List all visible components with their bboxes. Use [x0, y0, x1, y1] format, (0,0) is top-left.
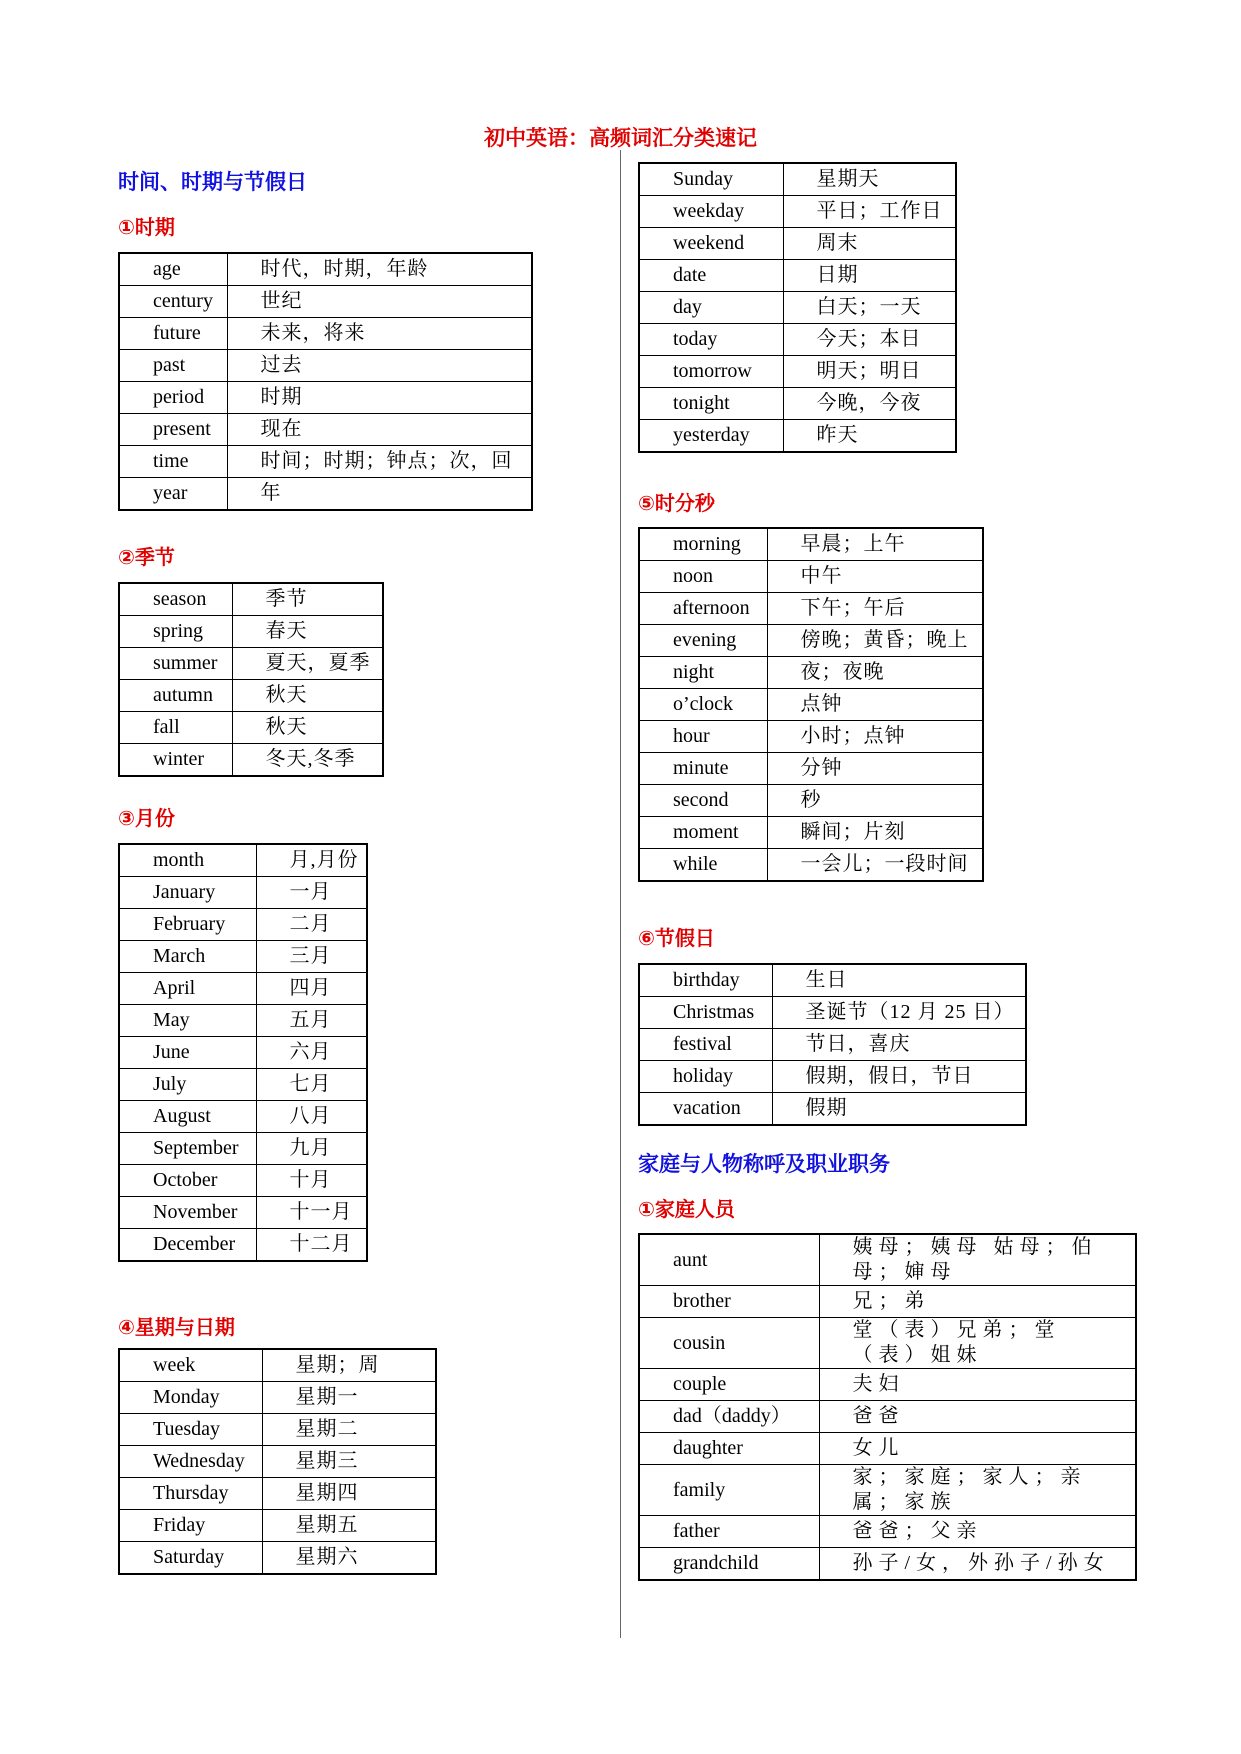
english-word: today [639, 324, 783, 356]
chinese-meaning: 未来，将来 [227, 318, 532, 350]
english-word: father [639, 1516, 819, 1548]
table-row [119, 844, 367, 877]
english-word: May [119, 1005, 256, 1037]
table-row [639, 753, 983, 785]
chinese-meaning: 爸爸；父亲 [819, 1516, 1136, 1548]
table-row [119, 478, 532, 511]
english-word: afternoon [639, 593, 767, 625]
table-months [118, 843, 368, 1262]
chinese-meaning: 昨天 [783, 420, 956, 453]
table-row [639, 997, 1026, 1029]
english-word: Saturday [119, 1542, 262, 1575]
table-row [119, 1005, 367, 1037]
english-word: tomorrow [639, 356, 783, 388]
table-row [119, 1069, 367, 1101]
table-row [119, 583, 383, 616]
table-weekdays-continued [638, 162, 957, 453]
chinese-meaning: 一月 [256, 877, 367, 909]
english-word: festival [639, 1029, 772, 1061]
english-word: tonight [639, 388, 783, 420]
english-word: century [119, 286, 227, 318]
chinese-meaning: 秒 [767, 785, 983, 817]
chinese-meaning: 六月 [256, 1037, 367, 1069]
english-word: future [119, 318, 227, 350]
english-word: hour [639, 721, 767, 753]
chinese-meaning: 堂（表）兄弟；堂（表）姐妹 [819, 1318, 1136, 1369]
chinese-meaning: 中午 [767, 561, 983, 593]
english-word: weekend [639, 228, 783, 260]
table-row [639, 292, 956, 324]
chinese-meaning: 点钟 [767, 689, 983, 721]
table-seasons [118, 582, 384, 777]
table-row [639, 163, 956, 196]
document-title: 初中英语：高频词汇分类速记 [484, 126, 757, 150]
chinese-meaning: 圣诞节（12 月 25 日） [772, 997, 1026, 1029]
table-row [119, 253, 532, 286]
subheading-periods: ①时期 [118, 215, 175, 239]
chinese-meaning: 二月 [256, 909, 367, 941]
english-word: November [119, 1197, 256, 1229]
table-row [119, 712, 383, 744]
table-row [119, 909, 367, 941]
table-row [639, 849, 983, 882]
english-word: Christmas [639, 997, 772, 1029]
table-row [639, 1029, 1026, 1061]
table-periods [118, 252, 533, 511]
english-word: time [119, 446, 227, 478]
table-row [119, 1478, 436, 1510]
english-word: daughter [639, 1433, 819, 1465]
chinese-meaning: 时期 [227, 382, 532, 414]
chinese-meaning: 秋天 [232, 712, 383, 744]
table-row [119, 1382, 436, 1414]
chinese-meaning: 下午；午后 [767, 593, 983, 625]
english-word: Tuesday [119, 1414, 262, 1446]
chinese-meaning: 平日；工作日 [783, 196, 956, 228]
table-row [639, 1433, 1136, 1465]
english-word: second [639, 785, 767, 817]
table-row [119, 877, 367, 909]
chinese-meaning: 早晨；上午 [767, 528, 983, 561]
table-row [119, 446, 532, 478]
section-heading-time: 时间、时期与节假日 [118, 170, 307, 194]
table-row [639, 1369, 1136, 1401]
english-word: weekday [639, 196, 783, 228]
chinese-meaning: 女儿 [819, 1433, 1136, 1465]
chinese-meaning: 现在 [227, 414, 532, 446]
table-row [119, 648, 383, 680]
table-row [639, 324, 956, 356]
english-word: February [119, 909, 256, 941]
chinese-meaning: 四月 [256, 973, 367, 1005]
table-row [119, 1133, 367, 1165]
english-word: evening [639, 625, 767, 657]
chinese-meaning: 节日，喜庆 [772, 1029, 1026, 1061]
english-word: Friday [119, 1510, 262, 1542]
table-row [119, 941, 367, 973]
table-row [119, 1101, 367, 1133]
english-word: family [639, 1465, 819, 1516]
table-row [639, 228, 956, 260]
chinese-meaning: 星期四 [262, 1478, 436, 1510]
english-word: winter [119, 744, 232, 777]
chinese-meaning: 瞬间；片刻 [767, 817, 983, 849]
english-word: spring [119, 616, 232, 648]
table-row [639, 196, 956, 228]
chinese-meaning: 十月 [256, 1165, 367, 1197]
english-word: moment [639, 817, 767, 849]
subheading-weekdays: ④星期与日期 [118, 1315, 235, 1339]
table-row [119, 1446, 436, 1478]
subheading-months: ③月份 [118, 806, 175, 830]
chinese-meaning: 生日 [772, 964, 1026, 997]
chinese-meaning: 夫妇 [819, 1369, 1136, 1401]
chinese-meaning: 星期五 [262, 1510, 436, 1542]
english-word: April [119, 973, 256, 1005]
chinese-meaning: 日期 [783, 260, 956, 292]
table-row [119, 1510, 436, 1542]
table-row [639, 260, 956, 292]
english-word: present [119, 414, 227, 446]
chinese-meaning: 家；家庭；家人；亲属；家族 [819, 1465, 1136, 1516]
english-word: aunt [639, 1234, 819, 1286]
subheading-seasons: ②季节 [118, 545, 175, 569]
table-row [119, 680, 383, 712]
english-word: couple [639, 1369, 819, 1401]
table-row [119, 1197, 367, 1229]
subheading-holidays: ⑥节假日 [638, 926, 715, 950]
table-row [119, 1349, 436, 1382]
english-word: holiday [639, 1061, 772, 1093]
chinese-meaning: 分钟 [767, 753, 983, 785]
table-row [119, 1165, 367, 1197]
table-row [119, 286, 532, 318]
english-word: fall [119, 712, 232, 744]
english-word: noon [639, 561, 767, 593]
table-row [639, 1061, 1026, 1093]
chinese-meaning: 月,月份 [256, 844, 367, 877]
table-row [119, 1037, 367, 1069]
chinese-meaning: 假期，假日，节日 [772, 1061, 1026, 1093]
english-word: Sunday [639, 163, 783, 196]
section-heading-family: 家庭与人物称呼及职业职务 [638, 1152, 890, 1176]
table-row [639, 1516, 1136, 1548]
table-row [119, 350, 532, 382]
chinese-meaning: 夜；夜晚 [767, 657, 983, 689]
chinese-meaning: 星期三 [262, 1446, 436, 1478]
chinese-meaning: 周末 [783, 228, 956, 260]
chinese-meaning: 今天；本日 [783, 324, 956, 356]
chinese-meaning: 星期六 [262, 1542, 436, 1575]
table-row [639, 817, 983, 849]
chinese-meaning: 春天 [232, 616, 383, 648]
english-word: month [119, 844, 256, 877]
chinese-meaning: 九月 [256, 1133, 367, 1165]
english-word: January [119, 877, 256, 909]
table-row [639, 356, 956, 388]
english-word: week [119, 1349, 262, 1382]
english-word: brother [639, 1286, 819, 1318]
table-row [639, 1093, 1026, 1126]
chinese-meaning: 年 [227, 478, 532, 511]
chinese-meaning: 星期二 [262, 1414, 436, 1446]
chinese-meaning: 明天；明日 [783, 356, 956, 388]
table-row [119, 382, 532, 414]
english-word: December [119, 1229, 256, 1262]
chinese-meaning: 姨母；姨母 姑母；伯母；婶母 [819, 1234, 1136, 1286]
table-row [119, 744, 383, 777]
chinese-meaning: 过去 [227, 350, 532, 382]
chinese-meaning: 时间；时期；钟点；次，回 [227, 446, 532, 478]
english-word: cousin [639, 1318, 819, 1369]
english-word: June [119, 1037, 256, 1069]
chinese-meaning: 十二月 [256, 1229, 367, 1262]
english-word: vacation [639, 1093, 772, 1126]
chinese-meaning: 假期 [772, 1093, 1026, 1126]
chinese-meaning: 星期一 [262, 1382, 436, 1414]
table-row [639, 1234, 1136, 1286]
english-word: August [119, 1101, 256, 1133]
english-word: season [119, 583, 232, 616]
chinese-meaning: 十一月 [256, 1197, 367, 1229]
chinese-meaning: 今晚，今夜 [783, 388, 956, 420]
table-row [639, 1318, 1136, 1369]
english-word: night [639, 657, 767, 689]
column-divider [620, 150, 621, 1638]
chinese-meaning: 孙子/女，外孙子/孙女 [819, 1548, 1136, 1581]
chinese-meaning: 七月 [256, 1069, 367, 1101]
english-word: Wednesday [119, 1446, 262, 1478]
english-word: date [639, 260, 783, 292]
english-word: summer [119, 648, 232, 680]
english-word: Monday [119, 1382, 262, 1414]
chinese-meaning: 冬天,冬季 [232, 744, 383, 777]
chinese-meaning: 一会儿；一段时间 [767, 849, 983, 882]
table-row [119, 414, 532, 446]
table-row [119, 1229, 367, 1262]
english-word: day [639, 292, 783, 324]
table-row [639, 1401, 1136, 1433]
subheading-family-members: ①家庭人员 [638, 1197, 735, 1221]
chinese-meaning: 傍晚；黄昏；晚上 [767, 625, 983, 657]
english-word: past [119, 350, 227, 382]
english-word: September [119, 1133, 256, 1165]
english-word: yesterday [639, 420, 783, 453]
subheading-hours: ⑤时分秒 [638, 491, 715, 515]
table-row [639, 689, 983, 721]
chinese-meaning: 八月 [256, 1101, 367, 1133]
table-row [639, 561, 983, 593]
table-hours [638, 527, 984, 882]
table-row [119, 973, 367, 1005]
english-word: period [119, 382, 227, 414]
english-word: minute [639, 753, 767, 785]
english-word: morning [639, 528, 767, 561]
table-row [639, 964, 1026, 997]
english-word: Thursday [119, 1478, 262, 1510]
english-word: autumn [119, 680, 232, 712]
chinese-meaning: 夏天，夏季 [232, 648, 383, 680]
table-row [639, 785, 983, 817]
chinese-meaning: 白天；一天 [783, 292, 956, 324]
table-row [639, 625, 983, 657]
table-row [639, 420, 956, 453]
table-row [119, 1414, 436, 1446]
chinese-meaning: 秋天 [232, 680, 383, 712]
chinese-meaning: 小时；点钟 [767, 721, 983, 753]
chinese-meaning: 五月 [256, 1005, 367, 1037]
english-word: grandchild [639, 1548, 819, 1581]
english-word: dad（daddy） [639, 1401, 819, 1433]
table-row [639, 721, 983, 753]
chinese-meaning: 季节 [232, 583, 383, 616]
chinese-meaning: 时代，时期，年龄 [227, 253, 532, 286]
table-row [639, 528, 983, 561]
chinese-meaning: 星期天 [783, 163, 956, 196]
table-row [639, 1548, 1136, 1581]
table-row [639, 1286, 1136, 1318]
english-word: July [119, 1069, 256, 1101]
chinese-meaning: 星期；周 [262, 1349, 436, 1382]
chinese-meaning: 世纪 [227, 286, 532, 318]
english-word: while [639, 849, 767, 882]
table-row [639, 657, 983, 689]
table-holidays [638, 963, 1027, 1126]
english-word: October [119, 1165, 256, 1197]
table-row [639, 388, 956, 420]
chinese-meaning: 兄；弟 [819, 1286, 1136, 1318]
chinese-meaning: 三月 [256, 941, 367, 973]
chinese-meaning: 爸爸 [819, 1401, 1136, 1433]
english-word: birthday [639, 964, 772, 997]
table-family [638, 1233, 1137, 1581]
english-word: o’clock [639, 689, 767, 721]
english-word: March [119, 941, 256, 973]
english-word: age [119, 253, 227, 286]
table-row [119, 318, 532, 350]
table-row [639, 593, 983, 625]
english-word: year [119, 478, 227, 511]
table-row [639, 1465, 1136, 1516]
table-weekdays [118, 1348, 437, 1575]
table-row [119, 1542, 436, 1575]
table-row [119, 616, 383, 648]
